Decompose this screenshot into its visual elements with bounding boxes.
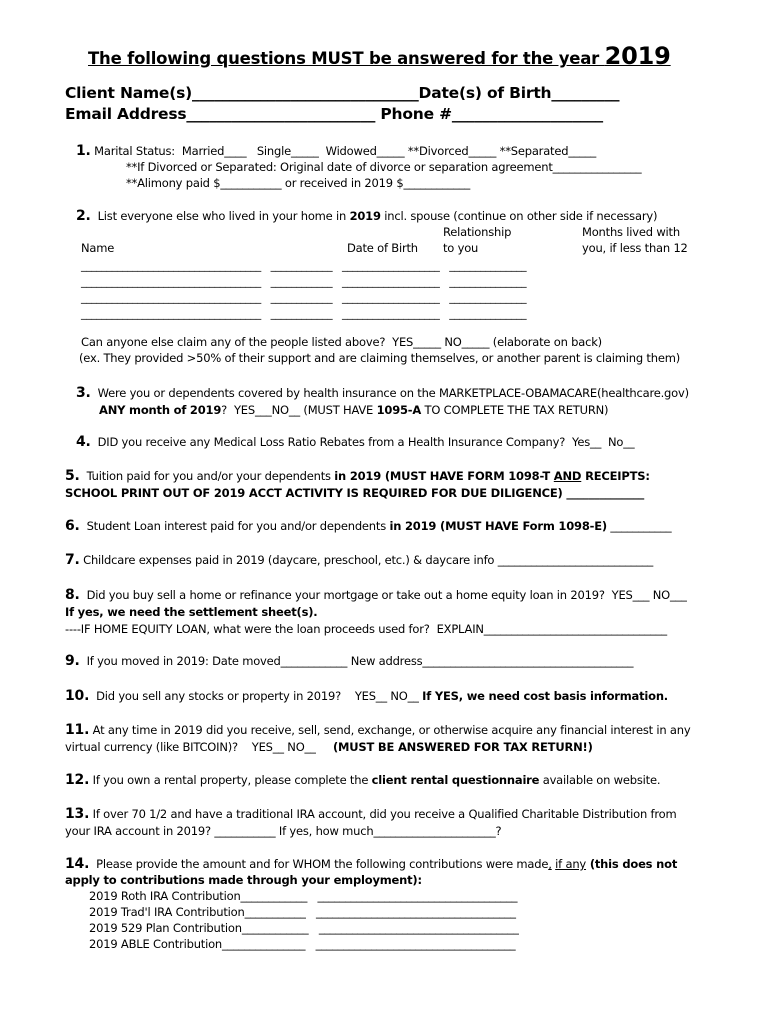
q14-line2: apply to contributions made through your employment):	[65, 873, 422, 887]
q12-text-a: If you own a rental property, please complete the	[89, 773, 372, 787]
q7-number: 7.	[65, 552, 80, 568]
q14-contributions	[65, 857, 677, 871]
q6-student-loan[interactable]	[65, 519, 671, 533]
q6-text-a: Student Loan interest paid for you and/or dependents	[79, 519, 390, 533]
q1-alimony[interactable]: **Alimony paid $___________ or received in 2019 $____________	[126, 176, 471, 190]
q14-comma: ,	[548, 857, 552, 871]
q5-bold-a: in 2019 (MUST HAVE FORM 1098-T	[334, 469, 554, 483]
contribution-row[interactable]: 2019 Trad'l IRA Contribution___________ ____________________________________	[89, 905, 516, 919]
q6-bold: in 2019 (MUST HAVE Form 1098-E)	[389, 519, 607, 533]
q12-text-b: available on website.	[539, 773, 661, 787]
contribution-row[interactable]: 2019 ABLE Contribution_______________ ____________________________________	[89, 937, 516, 951]
q7-text: Childcare expenses paid in 2019 (daycare, preschool, etc.) & daycare info ____________________________	[79, 553, 654, 567]
col-dob: Date of Birth	[347, 241, 418, 255]
q10-number: 10.	[65, 688, 90, 704]
q3-health-insurance[interactable]	[76, 386, 689, 400]
q14-number: 14.	[65, 856, 90, 872]
q11-line2-a: virtual currency (like BITCOIN)? YES__ NO__	[65, 740, 333, 754]
q6-text-b: ___________	[606, 519, 672, 533]
page-title	[88, 42, 671, 70]
q5-number: 5.	[65, 468, 80, 484]
q5-text-a: Tuition paid for you and/or your dependents	[79, 469, 335, 483]
q14-bold: (this does not	[586, 857, 678, 871]
q5-bold-b: RECEIPTS:	[581, 469, 650, 483]
q2-text-a: List everyone else who lived in your home in	[97, 209, 350, 223]
q10-stocks[interactable]	[65, 689, 668, 703]
title-text: The following questions MUST be answered for the year	[88, 49, 605, 68]
q2-text-b: incl. spouse (continue on other side if necessary)	[380, 209, 658, 223]
q11-number: 11.	[65, 722, 90, 738]
q5-and: AND	[553, 469, 582, 483]
q12-rental	[65, 773, 660, 787]
q10-bold: If YES, we need cost basis information.	[422, 689, 668, 703]
email-phone-line[interactable]: Email Address_________________________ Phone #____________________	[65, 105, 603, 123]
q2-text-bold: 2019	[349, 209, 381, 223]
household-row[interactable]: ___________________________________ ____________ ___________________ _______________	[81, 291, 527, 304]
client-name-dob-line[interactable]: Client Name(s)______________________________Date(s) of Birth_________	[65, 84, 620, 102]
household-row[interactable]: ___________________________________ ____________ ___________________ _______________	[81, 259, 527, 272]
q2-question	[76, 209, 657, 223]
q14-line1-a: Please provide the amount and for WHOM the following contributions were made	[89, 857, 549, 871]
q3-line1: Were you or dependents covered by health insurance on the MARKETPLACE-OBAMACARE(healthcare.gov)	[97, 386, 689, 400]
q8-equity-loan[interactable]: ----IF HOME EQUITY LOAN, what were the loan proceeds used for? EXPLAIN_________________________________	[65, 622, 667, 636]
q2-claim-question[interactable]: Can anyone else claim any of the people listed above? YES_____ NO_____ (elaborate on back)	[81, 335, 602, 349]
q13-number: 13.	[65, 806, 90, 822]
q12-bold: client rental questionnaire	[371, 773, 540, 787]
q11-line2[interactable]	[65, 740, 593, 754]
col-relationship-1: Relationship	[443, 225, 512, 239]
q3-line2[interactable]	[99, 403, 608, 417]
q3-bold: ANY month of 2019	[99, 403, 222, 417]
col-months-1: Months lived with	[582, 225, 680, 239]
q8-number: 8.	[65, 587, 80, 603]
q3-bold2: 1095-A	[376, 403, 422, 417]
q13-line1: If over 70 1/2 and have a traditional IRA account, did you receive a Qualified Charitable Distribution from	[89, 807, 677, 821]
q11-bold: (MUST BE ANSWERED FOR TAX RETURN!)	[332, 740, 593, 754]
q1-number: 1.	[76, 143, 91, 159]
q2-claim-example: (ex. They provided >50% of their support and are claiming themselves, or another parent is claiming them)	[79, 351, 680, 365]
household-row[interactable]: ___________________________________ ____________ ___________________ _______________	[81, 275, 527, 288]
q4-number: 4.	[76, 434, 91, 450]
q1-marital-status[interactable]	[76, 144, 596, 158]
q5-line2[interactable]: SCHOOL PRINT OUT OF 2019 ACCT ACTIVITY IS REQUIRED FOR DUE DILIGENCE) ______________	[65, 486, 645, 500]
q8-line1: Did you buy sell a home or refinance your mortgage or take out a home equity loan in 2019? YES___ NO___	[79, 588, 687, 602]
title-year: 2019	[604, 42, 671, 70]
q3-line2-a: ? YES___NO__ (MUST HAVE	[221, 403, 377, 417]
q11-virtual-currency[interactable]	[65, 723, 690, 737]
q8-home[interactable]	[65, 588, 687, 602]
q4-mlr-rebates[interactable]	[76, 435, 634, 449]
q9-text: If you moved in 2019: Date moved____________ New address______________________________________	[79, 654, 634, 668]
q14-if-any: if any	[555, 857, 587, 871]
q2-number: 2.	[76, 208, 91, 224]
q8-settlement: If yes, we need the settlement sheet(s).	[65, 605, 318, 619]
col-relationship-2: to you	[443, 241, 479, 255]
q9-moved[interactable]	[65, 654, 633, 668]
q12-number: 12.	[65, 772, 90, 788]
q13-line2[interactable]: your IRA account in 2019? ___________ If yes, how much______________________?	[65, 824, 502, 838]
contribution-row[interactable]: 2019 529 Plan Contribution____________ ____________________________________	[89, 921, 519, 935]
q1-divorce-date[interactable]: **If Divorced or Separated: Original date of divorce or separation agreement________________	[126, 160, 642, 174]
q7-childcare[interactable]	[65, 553, 653, 567]
contribution-row[interactable]: 2019 Roth IRA Contribution____________ ____________________________________	[89, 889, 518, 903]
q11-line1: At any time in 2019 did you receive, sell, send, exchange, or otherwise acquire any financial interest in any	[89, 723, 691, 737]
q3-line2-b: TO COMPLETE THE TAX RETURN)	[421, 403, 609, 417]
q6-number: 6.	[65, 518, 80, 534]
q4-text: DID you receive any Medical Loss Ratio Rebates from a Health Insurance Company? Yes__ No__	[97, 435, 635, 449]
q1-line1: Marital Status: Married____ Single_____ Widowed_____ **Divorced_____ **Separated_____	[94, 144, 597, 158]
q3-number: 3.	[76, 385, 91, 401]
q5-tuition[interactable]	[65, 469, 650, 483]
col-months-2: you, if less than 12	[582, 241, 688, 255]
q9-number: 9.	[65, 653, 80, 669]
household-row[interactable]: ___________________________________ ____________ ___________________ _______________	[81, 307, 527, 320]
q13-ira-qcd	[65, 807, 677, 821]
col-name: Name	[81, 241, 115, 255]
q10-text-a: Did you sell any stocks or property in 2019? YES__ NO__	[89, 689, 423, 703]
